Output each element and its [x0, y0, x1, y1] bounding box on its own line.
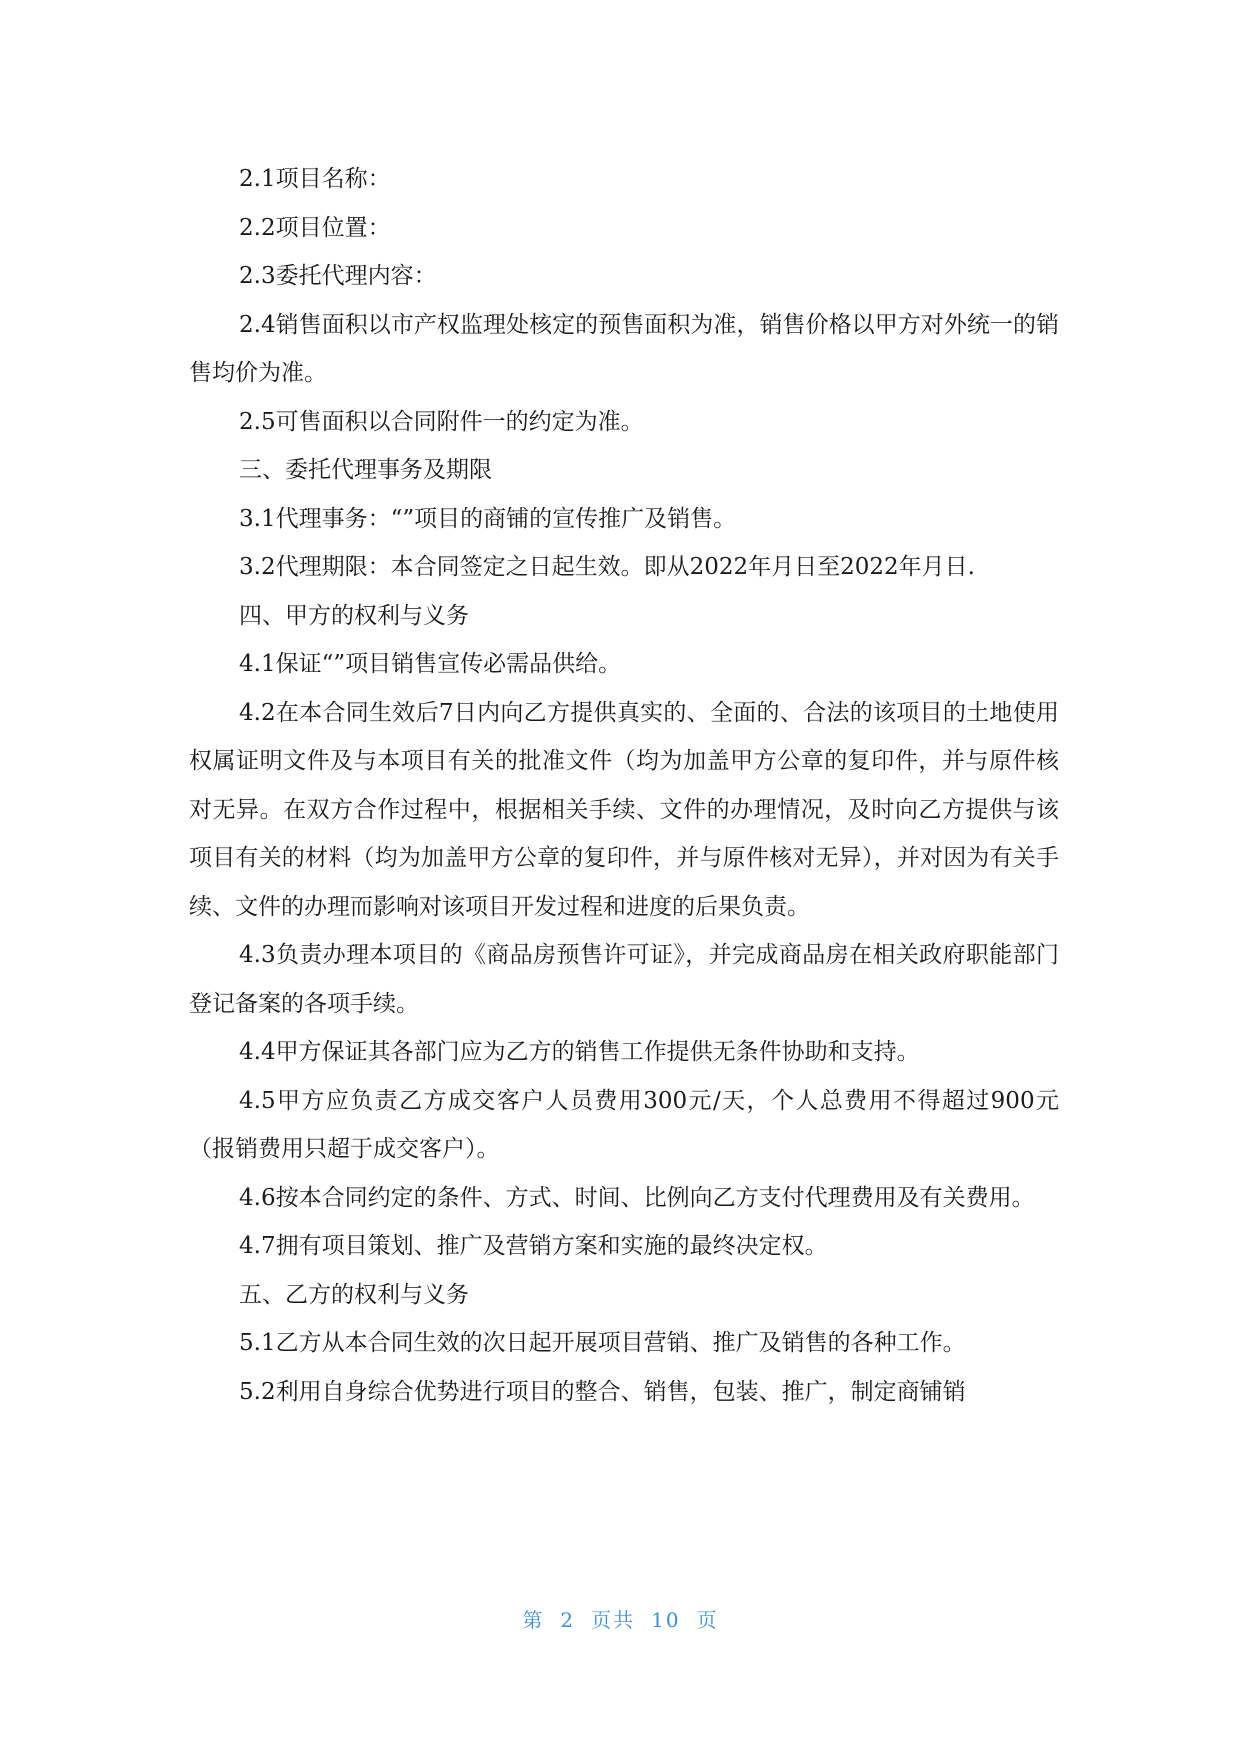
- section-heading-4: 四、甲方的权利与义务: [239, 602, 469, 629]
- page-footer: [0, 1604, 1241, 1633]
- paragraph-2-2: 2.2项目位置：: [239, 214, 391, 241]
- paragraph-4-5: 4.5甲方应负责乙方成交客户人员费用300元/天，个人总费用不得超过900元（报销费用只超于成交客户）。: [189, 1087, 1059, 1162]
- paragraph-3-1: 3.1代理事务：“”项目的商铺的宣传推广及销售。: [239, 505, 737, 532]
- paragraph-2-5: 2.5可售面积以合同附件一的约定为准。: [239, 408, 644, 435]
- paragraph-4-2: 4.2在本合同生效后7日内向乙方提供真实的、全面的、合法的该项目的土地使用权属证明文件及与本项目有关的批准文件（均为加盖甲方公章的复印件，并与原件核对无异。在双方合作过程中，根据相关手续、文件的办理情况，及时向乙方提供与该项目有关的材料（均为加盖甲方公章的复印件，并与原件核对无异），并对因为有关手续、文件的办理而影响对该项目开发过程和进度的后果负责。: [189, 699, 1059, 920]
- paragraph-4-3: 4.3负责办理本项目的《商品房预售许可证》，并完成商品房在相关政府职能部门登记备案的各项手续。: [189, 942, 1059, 1017]
- footer-current-page: 2: [560, 1608, 576, 1632]
- footer-middle: 页共: [591, 1608, 636, 1632]
- paragraph-2-1: 2.1项目名称：: [239, 166, 391, 192]
- footer-total-pages: 10: [651, 1608, 681, 1632]
- document-body: [189, 155, 1059, 1416]
- paragraph-2-4: 2.4销售面积以市产权监理处核定的预售面积为准，销售价格以甲方对外统一的销售均价为准。: [189, 311, 1059, 386]
- paragraph-4-6: 4.6按本合同约定的条件、方式、时间、比例向乙方支付代理费用及有关费用。: [239, 1184, 1035, 1211]
- footer-prefix: 第: [522, 1608, 545, 1632]
- paragraph-5-2: 5.2利用自身综合优势进行项目的整合、销售，包装、推广，制定商铺销: [239, 1378, 966, 1405]
- footer-suffix: 页: [696, 1608, 719, 1632]
- paragraph-4-4: 4.4甲方保证其各部门应为乙方的销售工作提供无条件协助和支持。: [239, 1039, 920, 1065]
- paragraph-2-3: 2.3委托代理内容：: [239, 263, 437, 289]
- paragraph-5-1: 5.1乙方从本合同生效的次日起开展项目营销、推广及销售的各种工作。: [239, 1330, 966, 1356]
- section-heading-3: 三、委托代理事务及期限: [239, 457, 492, 483]
- paragraph-3-2: 3.2代理期限：本合同签定之日起生效。即从2022年月日至2022年月日.: [239, 554, 975, 580]
- paragraph-4-7: 4.7拥有项目策划、推广及营销方案和实施的最终决定权。: [239, 1233, 828, 1259]
- section-heading-5: 五、乙方的权利与义务: [239, 1281, 469, 1308]
- paragraph-4-1: 4.1保证“”项目销售宣传必需品供给。: [239, 651, 622, 677]
